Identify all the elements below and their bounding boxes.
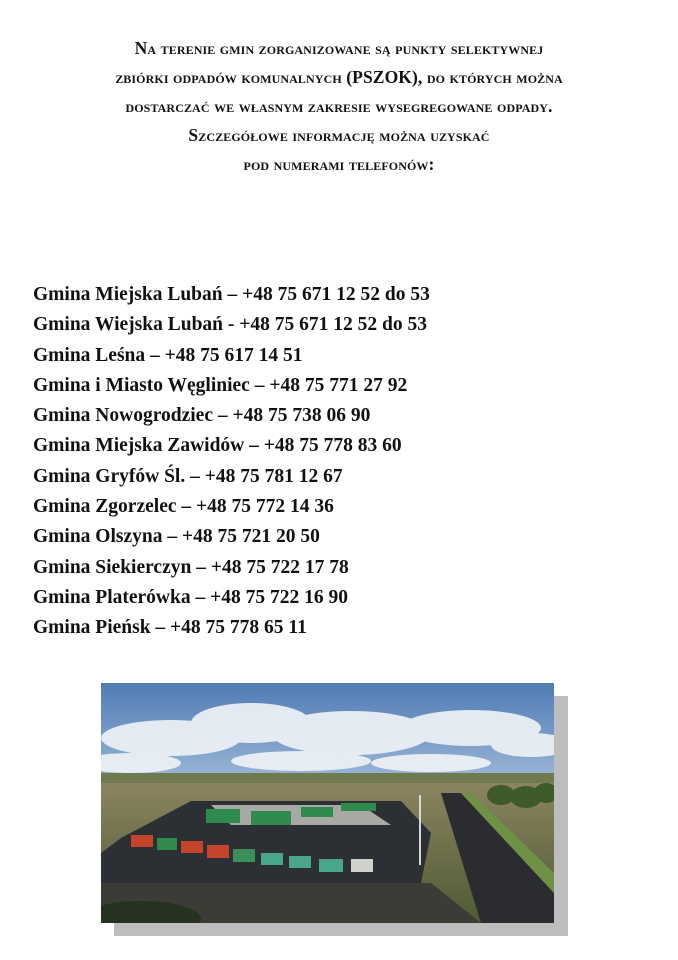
contact-item: Gmina Leśna – +48 75 617 14 51 xyxy=(33,344,303,366)
intro-line-4: Szczegółowe informację można uzyskać xyxy=(188,125,490,145)
pszok-illustration xyxy=(101,683,554,923)
phone-list xyxy=(33,280,430,644)
contact-item: Gmina Siekierczyn – +48 75 722 17 78 xyxy=(33,556,349,578)
intro-text xyxy=(40,34,638,179)
intro-line-2: zbiórki odpadów komunalnych (PSZOK), do których można xyxy=(115,67,563,87)
contact-item: Gmina Platerówka – +48 75 722 16 90 xyxy=(33,586,348,608)
contact-item: Gmina Zgorzelec – +48 75 772 14 36 xyxy=(33,496,334,518)
pszok-photo xyxy=(101,683,554,923)
contact-item: Gmina Miejska Lubań – +48 75 671 12 52 do 53 xyxy=(33,284,430,305)
contact-item: Gmina Miejska Zawidów – +48 75 778 83 60 xyxy=(33,435,402,457)
contact-item: Gmina i Miasto Węgliniec – +48 75 771 27 92 xyxy=(33,374,408,396)
contact-item: Gmina Gryfów Śl. – +48 75 781 12 67 xyxy=(33,465,343,487)
contact-item: Gmina Pieńsk – +48 75 778 65 11 xyxy=(33,617,307,639)
contact-item: Gmina Wiejska Lubań - +48 75 671 12 52 do 53 xyxy=(33,314,427,336)
intro-line-5: pod numerami telefonów: xyxy=(243,154,435,174)
contact-item: Gmina Olszyna – +48 75 721 20 50 xyxy=(33,526,320,548)
intro-line-1: Na terenie gmin zorganizowane są punkty selektywnej xyxy=(134,38,544,58)
contact-item: Gmina Nowogrodziec – +48 75 738 06 90 xyxy=(33,405,371,427)
intro-line-3: dostarczać we własnym zakresie wysegregowane odpady. xyxy=(125,96,553,116)
light-pole xyxy=(419,795,421,865)
